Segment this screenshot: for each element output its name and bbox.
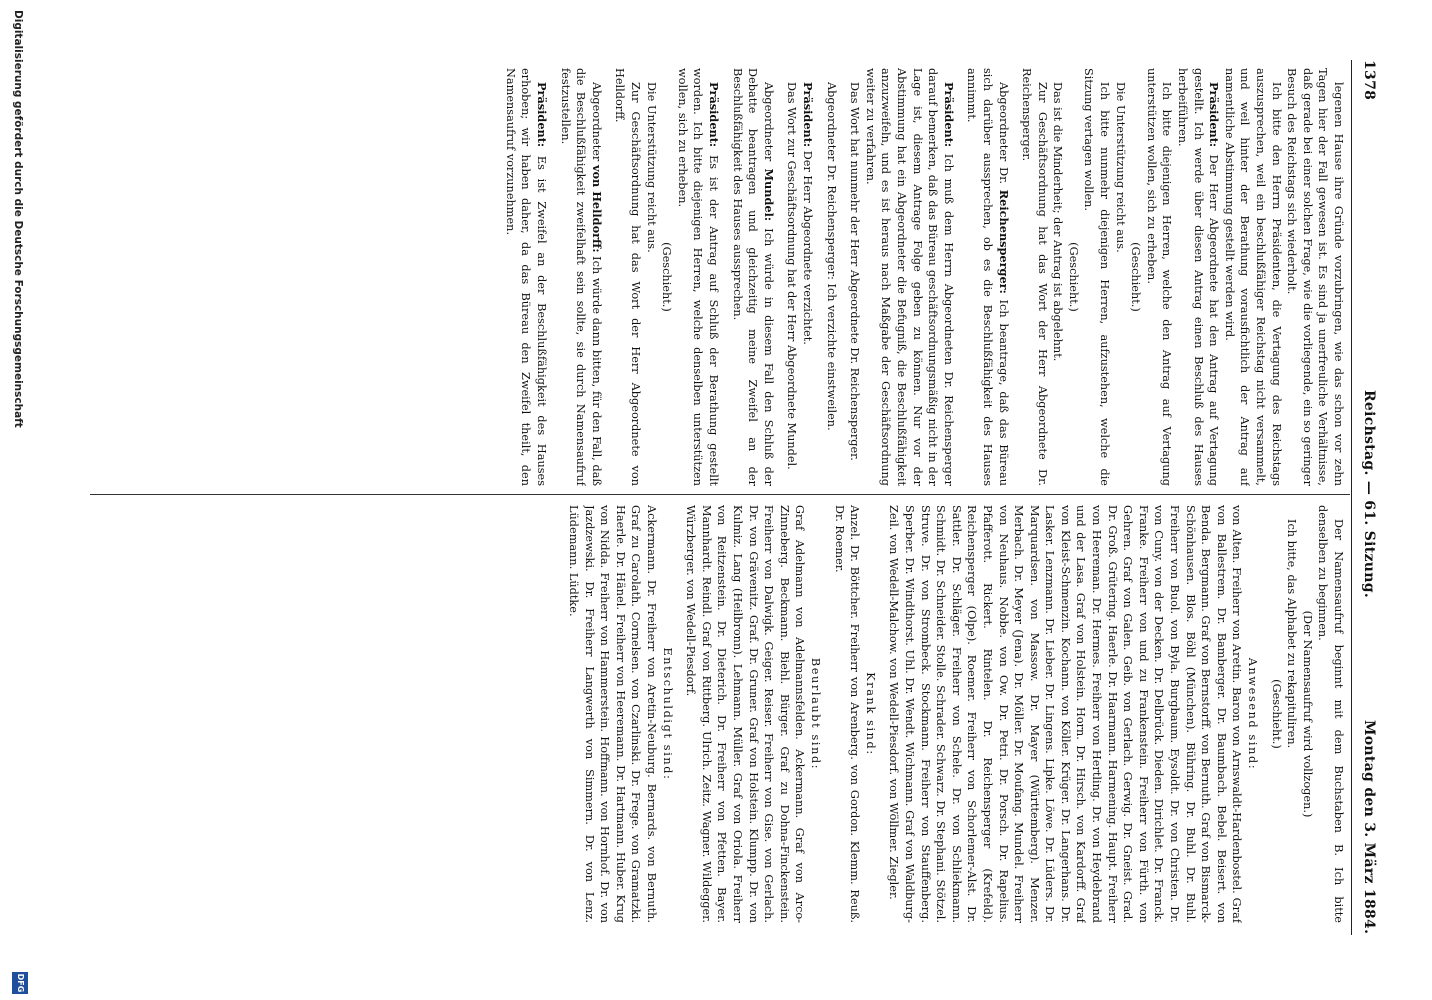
digitization-credit: Digitalisierung gefördert durch die Deutsche Forschungsgemeinschaft [12,10,24,428]
stage-direction: (Geschieht.) [660,242,674,312]
header-rule [1351,60,1352,935]
speaker-label: Präsident: [801,82,815,148]
speech-text: Der Herr Abgeordnete verzichtet. [801,150,814,345]
paragraph: Ich bitte den Herrn Präsidenten, die Vertagung des Reichstags auszusprechen, weil ein beschlußfähiger Reichstag nicht versammelt, und weil hinter der Berathung vorausfichtlich der Antrag auf namentliche Abstimmung gestellt werden wird. [1222,68,1283,486]
paragraph [674,68,721,486]
section-heading-leave: Beurlaubt sind: [809,657,822,771]
paragraph [964,68,1011,486]
column-divider [90,494,1350,495]
speech-text: Ich muß dem Herrn Abgeordneten Dr. Reichensperger darauf bemerken, daß das Büreau geschäftsordnungsmäßig nicht in der Lage ist, diesem Antrage Folge geben zu können. Nur vor der Abstimmung hat ein Abgeordneter die Befugniß, die Beschlußfähigkeit anzuzweifeln, und es ist heraus nach Maßgabe der Geschäftsordnung weiter zu verfahren. [863,68,955,486]
speech-text: Ich beantrage, daß das Büreau sich darüber aussprechen, ob es die Beschlußfähigkeit des Hauses annimmt. [965,68,1010,486]
stage-direction: (Der Namensaufruf wird vollzogen.) [1300,610,1314,818]
speaker-label: von Helldorff: [589,164,604,253]
section-heading-excused: Entschuldigt sind: [660,647,674,781]
speaker-label: Reichensperger: [996,189,1011,294]
paragraph [729,68,776,486]
right-column [96,505,1346,923]
name-list-sick: Anzel. Dr. Böttcher. Freiherr von Arenberg. von Gordon. Klemm. Reuß. Dr. Roemer. [832,505,862,923]
paragraph [502,68,549,486]
paragraph [557,68,604,486]
speech-text: Es ist Zweifel an der Beschlußfähigkeit des Hauses erhoben; wir haben daher, da das Büreau den Zweifel theilt, den Namensaufruf vorzunehmen. [503,68,549,486]
page-header [1355,60,1377,940]
page-number: 1378 [1361,60,1377,101]
paragraph: Abgeordneter Dr. Reichensperger: Ich verzichte einstweilen. [824,82,838,431]
speaker-prefix: Abgeordneter [589,82,603,162]
speaker-prefix: Abgeordneter [761,82,775,162]
left-column [96,68,1346,486]
paragraph: legenen Hause ihre Gründe vorzubringen, wie das schon vor zehn Tagen hier der Fall gewesen ist. Es sind ja unerfreuliche Verhältnisse, daß gerade bei einer solchen Frage, wie die vorliegende, ein so geringer Besuch des Reichstags sich wiederholt. [1285,68,1345,486]
paragraph [862,68,956,486]
page-title: Reichstag. — 61. Sitzung. [1361,390,1377,598]
speaker-label: Präsident: [707,82,722,148]
dfg-logo-icon: DFG [12,972,28,994]
paragraph: Ich bitte, das Alphabet zu rekapituliren. [1285,519,1299,749]
name-list-leave: Graf Adelmann von Adelmannsfelden. Ackermann. Graf von Arco-Zinneberg. Beckmann. Biehl. Bürger. Graf zu Dohna-Finckenstein. Freiherr von Dalwigk. Geiger. Reiser. Freiherr von Gise. von Gerlach. Dr. von Grävenitz. Graf. Dr. Gruner. Graf von Holstein. Klumpp. Dr. von Kulmiz. Lang (Heilbronn). Lehmann. Müller. Graf von Oriola. Freiherr von Reitzenstein. Dr. Dieterich. Dr. Freiherr von Pfetten. Bayer. Mannhardt. Reindl. Graf von Rittberg. Ulrich. Zeitz. Wagner. Wildegger. Würzberger. von Wedell-Piesdorf. [684,505,807,923]
page-date: Montag den 3. März 1884. [1361,720,1377,935]
paragraph: Das Wort zur Geschäftsordnung hat der Herr Abgeordnete Mundel. [785,82,799,470]
stage-direction: (Geschieht.) [1066,242,1080,312]
paragraph: Die Unterstützung reicht aus. [644,82,658,253]
paragraph [799,68,815,486]
paragraph: Die Unterstützung reicht aus. [1113,82,1127,253]
paragraph: Zur Geschäftsordnung hat das Wort der Herr Abgeordnete von Helldorff. [613,68,643,486]
section-heading-present: Anwesend sind: [1246,657,1260,771]
speech-text: Der Herr Abgeordnete hat den Antrag auf Vertagung gestellt. Ich werde über diesen Antrag einen Beschluß des Hauses herbeiführen. [1176,68,1221,486]
speech-text: Ich würde dann bitten, für den Fall, daß die Beschlußfähigkeit zweifelhaft sein sollte, sie durch Namensaufruf festzustellen. [558,68,603,486]
speaker-prefix: Abgeordneter Dr. [996,82,1010,184]
paragraph: Das Wort hat nunmehr der Herr Abgeordnete Dr. Reichensperger. [848,82,862,461]
paragraph: Zur Geschäftsordnung hat das Wort der Herr Abgeordnete Dr. Reichensperger. [1020,68,1049,486]
stage-direction: (Geschieht.) [1269,679,1283,749]
paragraph: Der Namensaufruf beginnt mit dem Buchstaben B. Ich bitte denselben zu beginnen. [1316,505,1345,923]
name-list-present: von Alten. Freiherr von Aretin. Baron von Arnswaldt-Hardenbostel. Graf von Ballestrem. Dr. Bamberger. Dr. Baumbach. Bebel. Beisert. von Benda. Bergmann. Graf von Bernstorff. von Bernuth. Graf von Bismarck-Schönhausen. Blos. Böhl (München). Bühring. Dr. Buhl. Dr. Buhl. Freiherr von Buol. von Byla. Burgbaum. Eysoldt. Dr. von Christen. Dr. von Cuny. von der Decken. Dr. Delbrück. Dieden. Dirichlet. Dr. Franck. Franke. Freiherr von und zu Frankenstein. Freiherr von Fürth. von Gehren. Graf von Galen. Geib. von Gerlach. Gerwig. Dr. Gneist. Grad. Dr. Groß. Grütering. Haerle. Dr. Haarmann. Harmening. Haupt. Freiherr von Heereman. Dr. Hermes. Freiherr von Hertling. Dr. von Heydebrand und der Lasa. Graf von Holstein. Horn. Dr. Hirsch. von Kardorff. Graf von Kleist-Schmenzin. Kochann. von Köller. Krüger. Dr. Langerhans. Dr. Lasker. Lenzmann. Dr. Lieber. Dr. Lingens. Lipke. Löwe. Dr. Lüders. Dr. Marquardsen. von Massow. Dr. Mayer (Württemberg). Menzer. Merbach. Dr. Meyer (Jena). Dr. Möller. Dr. Moufang. Mundel. Freiherr von Neuhaus. Nobbe. von Ow. Dr. Petri. Dr. Porsch. Dr. Rapelius. Pfafferott. Rickert. Rintelen. Dr. Reichensperger (Krefeld). Reichensperger (Olpe). Roemer. Freiherr von Schorlemer-Alst. Dr. Sattler. Dr. Schläger. Freiherr von Schele. Dr. von Schliekmann. Schmidt. Dr. Schneider. Stolle. Schrader. Schwarz. Dr. Stephani. Stötzel. Struve. Dr. von Strombeck. Stockmann. Freiherr von Stauffenberg. Sperber. Dr. Windthorst. Uhl. Dr. Wendt. Wichmann. Graf von Waldburg-Zeil. von Wedell-Malchow. von Wedell-Piesdorf. von Wöllmer. Ziegler. [887,505,1244,923]
stage-direction: (Geschieht.) [1129,242,1143,312]
speech-text: Es ist der Antrag auf Schluß der Berathung gestellt worden. Ich bitte diejenigen Herren, welche denselben unterstützen wollen, sich zu erheben. [675,68,721,486]
paragraph: Ich bitte diejenigen Herren, welche den Antrag auf Vertagung unterstützen wollen, sich zu erheben. [1144,68,1174,486]
paragraph: Das ist die Minderheit; der Antrag ist abgelehnt. [1051,82,1065,362]
paragraph [1174,68,1221,486]
speaker-label: Präsident: [535,82,550,148]
name-list-excused: Ackermann. Dr. Freiherr von Aretin-Neuburg. Bernards. von Bernuth. Graf zu Carolath. Cornelsen. von Czarlinski. Dr. Frege. von Gramatzki. Haerle. Dr. Hänel. Freiherr von Heeremann. Dr. Hartmann. Huber. Krug von Nidda. Freiherr von Hammerstein. Hoffmann. von Hornhof. Dr. von Jazdzewski. Dr. Freiherr Langwerth von Simmern. Dr. von Lenz. Lüdemann. Lüdtke. [567,505,659,923]
speaker-label: Mundel: [761,168,776,222]
speech-text: Ich würde in diesem Fall den Schluß der Debatte beantragen und gleichzeitig meine Zweifel an der Beschlußfähigkeit des Hauses aussprechen. [730,68,775,486]
paragraph: Ich bitte nunmehr diejenigen Herren, aufzustehen, welche die Sitzung vertagen wollen. [1082,68,1112,486]
speaker-label: Präsident: [941,82,956,148]
speaker-label: Präsident: [1207,82,1222,148]
section-heading-sick: Krank sind: [863,672,877,756]
